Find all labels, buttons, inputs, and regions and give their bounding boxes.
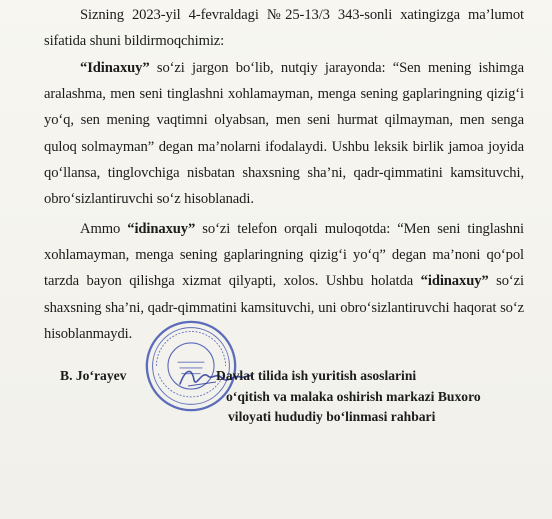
- term-idinaxuy: “Idinaxuy”: [80, 60, 150, 76]
- conclusion-line-1: [44, 216, 524, 242]
- conclusion-line-5: hisoblanmaydi.: [44, 325, 133, 342]
- paragraph-intro: [44, 2, 524, 54]
- signer-name: B. Jo‘rayev: [60, 368, 127, 383]
- conclusion-line-3-text: so‘zi: [488, 273, 524, 290]
- conclusion-line-3-lead: tarzda bayon qilishga xizmat qilyapti, xolos. Ushbu holatda: [44, 273, 421, 290]
- signer-title-line-1: Davlat tilida ish yuritish asoslarini: [216, 368, 417, 383]
- definition-line-5: qo‘llansa, tinglovchiga nisbatan shaxsning sha’ni, qadr-qimmatini kamsituvchi,: [44, 164, 524, 181]
- definition-line-1-text: so‘zi jargon bo‘lib, nutqiy jarayonda: “Sen mening ishimga: [149, 60, 524, 76]
- intro-line-2: sifatida shuni bildirmoqchimiz:: [44, 33, 225, 50]
- conclusion-line-3: [44, 268, 524, 294]
- definition-line-1: [44, 55, 524, 81]
- signer-title-line-2: o‘qitish va malaka oshirish markazi Buxoro: [226, 388, 481, 404]
- intro-line-1: Sizning 2023-yil 4-fevraldagi №25-13/3 343-sonli xatingizga ma’lumot: [80, 7, 524, 23]
- conclusion-line-4: shaxsning sha’ni, qadr-qimmatini kamsituvchi, uni obro‘sizlantiruvchi haqorat so‘z: [44, 299, 524, 316]
- definition-line-6: obro‘sizlantiruvchi so‘z hisoblanadi.: [44, 191, 254, 208]
- definition-line-4: quloq solmayman” degan ma’nolarni ifodalaydi. Ushbu leksik birlik jamoa joyida: [44, 138, 524, 155]
- paragraph-definition: [44, 55, 524, 212]
- term-idinaxuy-2: “idinaxuy”: [127, 221, 196, 237]
- conclusion-line-1-lead: Ammo: [80, 221, 128, 237]
- definition-line-2: aralashma, men seni tinglashni xohlamayman, menga sening gaplaringning qizig‘i: [44, 86, 524, 103]
- signature-block: [60, 360, 480, 450]
- definition-line-3: yo‘q, sen mening vaqtimni olyabsan, men seni hurmat qilmayman, men senga: [44, 112, 524, 129]
- conclusion-line-1-text: so‘zi telefon orqali muloqotda: “Men seni tinglashni: [195, 221, 524, 237]
- paragraph-conclusion: [44, 216, 524, 347]
- conclusion-line-2: xohlamayman, menga sening gaplaringning qizig‘i yo‘q” degan ma’noni qo‘pol: [44, 247, 524, 264]
- signer-title: [216, 366, 481, 428]
- signer-title-line-3: viloyati hududiy bo‘linmasi rahbari: [228, 409, 436, 424]
- term-idinaxuy-3: “idinaxuy”: [420, 273, 489, 290]
